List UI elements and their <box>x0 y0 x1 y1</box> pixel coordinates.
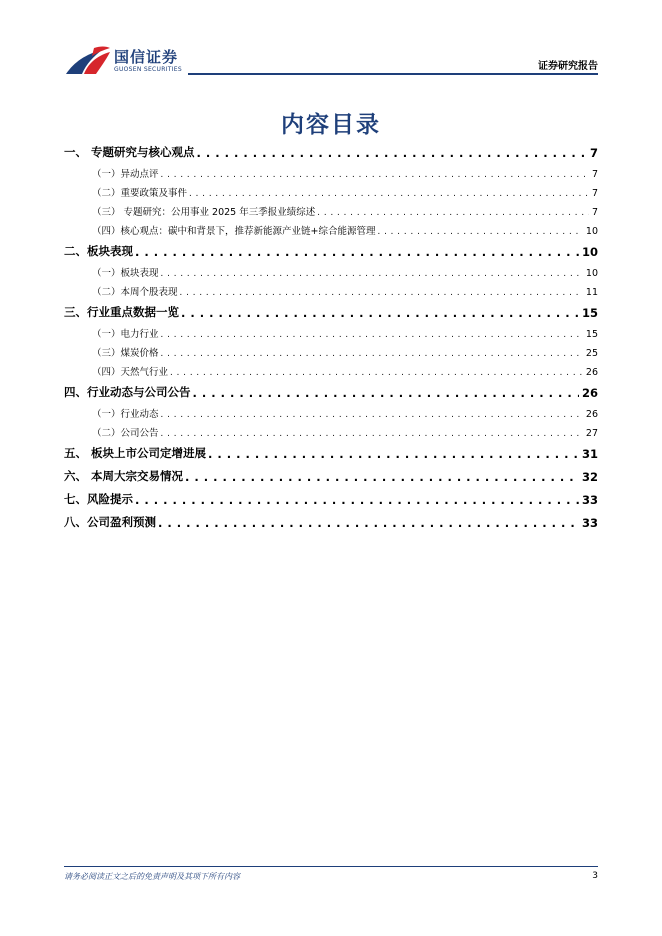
toc-entry-page: 26 <box>583 409 598 420</box>
table-of-contents <box>64 140 598 533</box>
toc-dot-leader <box>161 349 583 359</box>
toc-section-link[interactable] <box>64 140 598 163</box>
toc-section-link[interactable] <box>64 380 598 403</box>
page-header <box>0 0 662 80</box>
toc-entry-label: 四、行业动态与公司公告 <box>64 385 191 399</box>
toc-entry-page: 7 <box>587 146 598 160</box>
toc-entry-page: 7 <box>589 188 598 199</box>
toc-dot-leader <box>317 208 589 218</box>
toc-entry-label: （一）电力行业 <box>92 326 161 340</box>
toc-subsection-link[interactable] <box>64 361 598 380</box>
toc-entry-page: 15 <box>579 306 598 320</box>
toc-dot-leader <box>189 189 589 199</box>
toc-subsection-link[interactable] <box>64 220 598 239</box>
toc-dot-leader <box>135 493 579 507</box>
toc-dot-leader <box>161 330 583 340</box>
toc-subsection-link[interactable] <box>64 182 598 201</box>
toc-subsection-link[interactable] <box>64 422 598 441</box>
toc-entry-label: （一）行业动态 <box>92 406 161 420</box>
toc-dot-leader <box>185 470 579 484</box>
toc-subsection-link[interactable] <box>64 281 598 300</box>
toc-entry-label: （三）煤炭价格 <box>92 345 161 359</box>
toc-dot-leader <box>197 146 587 160</box>
toc-entry-label: （四）天然气行业 <box>92 364 170 378</box>
footer-disclaimer: 请务必阅读正文之后的免责声明及其项下所有内容 <box>64 872 240 881</box>
toc-entry-label: （四）核心观点：碳中和背景下，推荐新能源产业链+综合能源管理 <box>92 223 377 237</box>
toc-section-link[interactable] <box>64 300 598 323</box>
toc-dot-leader <box>377 227 582 237</box>
toc-entry-page: 7 <box>589 169 598 180</box>
toc-entry-label: 五、 板块上市公司定增进展 <box>64 446 207 460</box>
toc-dot-leader <box>161 410 583 420</box>
toc-dot-leader <box>180 288 583 298</box>
toc-dot-leader <box>181 306 579 320</box>
toc-section-link[interactable] <box>64 441 598 464</box>
toc-entry-label: 三、行业重点数据一览 <box>64 305 179 319</box>
toc-subsection-link[interactable] <box>64 403 598 422</box>
toc-entry-label: （二）本周个股表现 <box>92 284 180 298</box>
toc-title: 内容目录 <box>281 112 381 138</box>
toc-section-link[interactable] <box>64 239 598 262</box>
toc-dot-leader <box>161 170 589 180</box>
toc-dot-leader <box>161 269 583 279</box>
toc-dot-leader <box>193 386 579 400</box>
brand-name: 国信证券 <box>114 48 179 66</box>
report-type-label: 证券研究报告 <box>538 61 598 72</box>
toc-entry-page: 32 <box>579 470 598 484</box>
toc-entry-label: （三） 专题研究：公用事业 2025 年三季报业绩综述 <box>92 204 317 218</box>
toc-entry-page: 10 <box>583 226 598 237</box>
toc-subsection-link[interactable] <box>64 163 598 182</box>
toc-entry-label: 八、公司盈利预测 <box>64 515 156 529</box>
toc-subsection-link[interactable] <box>64 323 598 342</box>
toc-dot-leader <box>208 447 579 461</box>
toc-entry-page: 10 <box>579 245 598 259</box>
toc-subsection-link[interactable] <box>64 262 598 281</box>
header-divider <box>188 73 598 75</box>
toc-entry-page: 31 <box>579 447 598 461</box>
toc-entry-page: 27 <box>583 428 598 439</box>
toc-entry-page: 33 <box>579 493 598 507</box>
toc-entry-label: （一）板块表现 <box>92 265 161 279</box>
page-number: 3 <box>592 871 598 881</box>
toc-dot-leader <box>135 245 579 259</box>
toc-entry-label: （一）异动点评 <box>92 166 161 180</box>
toc-section-link[interactable] <box>64 510 598 533</box>
toc-entry-page: 11 <box>583 287 598 298</box>
toc-entry-page: 26 <box>583 367 598 378</box>
toc-entry-label: 七、风险提示 <box>64 492 133 506</box>
toc-entry-page: 15 <box>583 329 598 340</box>
toc-entry-label: （二）公司公告 <box>92 425 161 439</box>
toc-dot-leader <box>161 429 583 439</box>
toc-dot-leader <box>158 516 579 530</box>
toc-section-link[interactable] <box>64 487 598 510</box>
toc-dot-leader <box>170 368 583 378</box>
toc-section-link[interactable] <box>64 464 598 487</box>
toc-entry-label: 一、 专题研究与核心观点 <box>64 145 195 159</box>
guosen-swirl-logo-icon <box>64 44 112 78</box>
toc-entry-label: （二）重要政策及事件 <box>92 185 189 199</box>
toc-entry-page: 33 <box>579 516 598 530</box>
footer-divider <box>64 866 598 867</box>
toc-entry-label: 六、 本周大宗交易情况 <box>64 469 184 483</box>
toc-entry-page: 26 <box>579 386 598 400</box>
toc-subsection-link[interactable] <box>64 201 598 220</box>
toc-entry-page: 25 <box>583 348 598 359</box>
brand-name-english: GUOSEN SECURITIES <box>114 66 183 73</box>
toc-entry-label: 二、板块表现 <box>64 244 133 258</box>
toc-subsection-link[interactable] <box>64 342 598 361</box>
toc-entry-page: 10 <box>583 268 598 279</box>
toc-entry-page: 7 <box>589 207 598 218</box>
